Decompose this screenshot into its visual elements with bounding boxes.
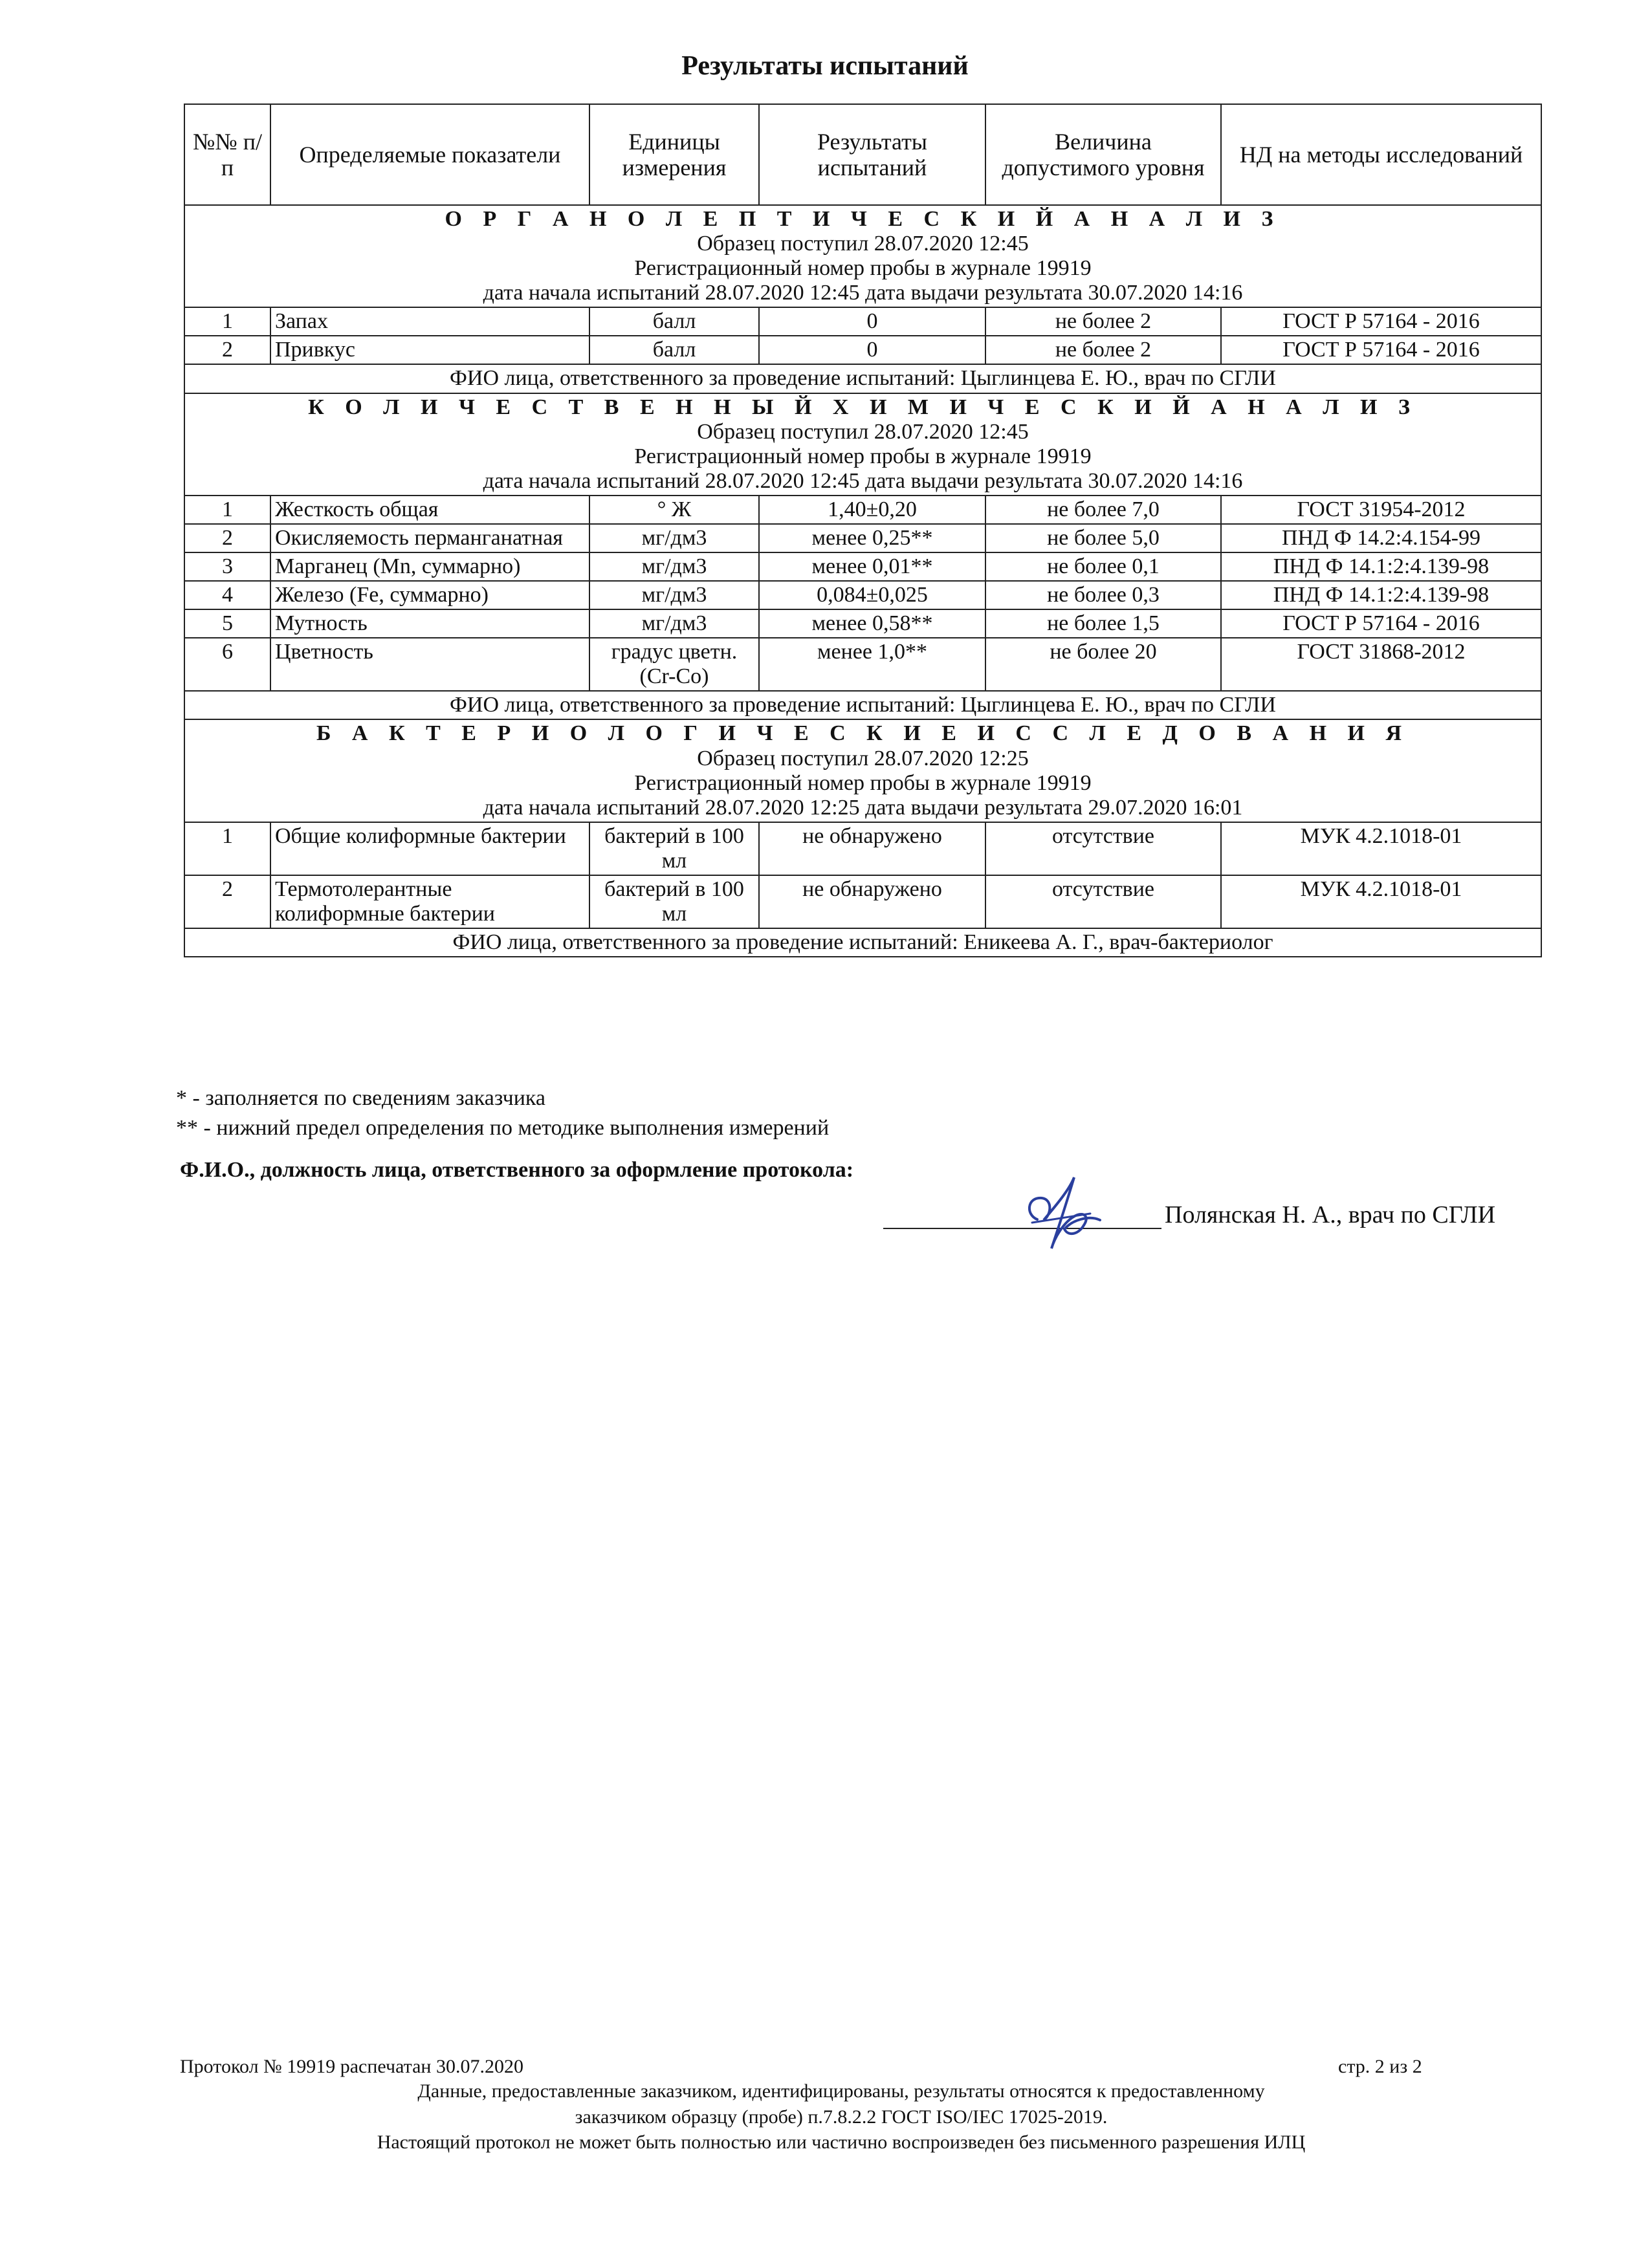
page-number: стр. 2 из 2 [1338, 2056, 1422, 2077]
indicator-name: Железо (Fe, суммарно) [270, 581, 589, 609]
disclaimer-line: Данные, предоставленные заказчиком, идентифицированы, результаты относятся к предоставленному [417, 2080, 1265, 2102]
permissible-level: не более 2 [985, 336, 1221, 364]
result: 0 [759, 336, 985, 364]
result: менее 1,0** [759, 638, 985, 691]
results-table [184, 104, 1542, 957]
unit: градус цветн.(Cr-Co) [589, 638, 759, 691]
permissible-level: не более 1,5 [985, 609, 1221, 638]
permissible-level: не более 2 [985, 307, 1221, 336]
permissible-level: не более 0,1 [985, 552, 1221, 581]
registration-number: Регистрационный номер пробы в журнале 19919 [634, 256, 1092, 281]
row-number: 3 [184, 552, 270, 581]
table-row [184, 822, 1541, 875]
permissible-level: не более 5,0 [985, 524, 1221, 552]
section-header-organoleptic [184, 205, 1541, 307]
method-doc: МУК 4.2.1018-01 [1221, 875, 1541, 928]
header-cell: Единицы измерения [589, 104, 759, 205]
responsible-row [184, 928, 1541, 957]
responsible-person: ФИО лица, ответственного за проведение испытаний: Цыглинцева Е. Ю., врач по СГЛИ [184, 691, 1541, 719]
row-number: 2 [184, 524, 270, 552]
registration-number: Регистрационный номер пробы в журнале 19919 [634, 770, 1092, 795]
table-row [184, 524, 1541, 552]
row-number: 1 [184, 496, 270, 524]
header-cell: Величина допустимого уровня [985, 104, 1221, 205]
result: не обнаружено [759, 822, 985, 875]
row-number: 2 [184, 336, 270, 364]
responsible-row [184, 364, 1541, 393]
protocol-responsible-label: Ф.И.О., должность лица, ответственного за оформление протокола: [180, 1158, 854, 1182]
table-row [184, 875, 1541, 928]
row-number: 1 [184, 307, 270, 336]
indicator-name: Общие колиформные бактерии [270, 822, 589, 875]
footnote-star: * - заполняется по сведениям заказчика [176, 1086, 546, 1110]
section-title: К О Л И Ч Е С Т В Е Н Н Ы Й Х И М И Ч Е С К И Й А Н А Л И З [308, 395, 1418, 419]
sample-received: Образец поступил 28.07.2020 12:45 [697, 419, 1029, 444]
section-title: Б А К Т Е Р И О Л О Г И Ч Е С К И Е И С С Л Е Д О В А Н И Я [316, 721, 1410, 746]
row-number: 5 [184, 609, 270, 638]
result: менее 0,58** [759, 609, 985, 638]
result: не обнаружено [759, 875, 985, 928]
result: менее 0,01** [759, 552, 985, 581]
permissible-level: отсутствие [985, 822, 1221, 875]
table-row [184, 581, 1541, 609]
disclaimer [298, 2078, 1385, 2155]
unit: мг/дм3 [589, 609, 759, 638]
test-dates: дата начала испытаний 28.07.2020 12:45 дата выдачи результата 30.07.2020 14:16 [483, 468, 1243, 493]
table-row [184, 336, 1541, 364]
header-cell: Определяемые показатели [270, 104, 589, 205]
responsible-person: ФИО лица, ответственного за проведение испытаний: Еникеева А. Г., врач-бактериолог [184, 928, 1541, 957]
row-number: 6 [184, 638, 270, 691]
result: 1,40±0,20 [759, 496, 985, 524]
header-cell: №№ п/п [184, 104, 270, 205]
disclaimer-line: Настоящий протокол не может быть полностью или частично воспроизведен без письменного разрешения ИЛЦ [377, 2132, 1306, 2154]
indicator-name: Привкус [270, 336, 589, 364]
table-row [184, 307, 1541, 336]
signer-name: Полянская Н. А., врач по СГЛИ [1165, 1201, 1496, 1228]
page-title: Результаты испытаний [681, 51, 969, 81]
result: 0 [759, 307, 985, 336]
test-dates: дата начала испытаний 28.07.2020 12:45 дата выдачи результата 30.07.2020 14:16 [483, 281, 1243, 305]
unit: балл [589, 307, 759, 336]
section-title: О Р Г А Н О Л Е П Т И Ч Е С К И Й А Н А Л И З [445, 207, 1281, 231]
header-cell: Результаты испытаний [759, 104, 985, 205]
indicator-name: Запах [270, 307, 589, 336]
table-header-row [184, 104, 1541, 205]
signature-mark [1013, 1158, 1110, 1268]
indicator-name: Жесткость общая [270, 496, 589, 524]
responsible-row [184, 691, 1541, 719]
test-dates: дата начала испытаний 28.07.2020 12:25 дата выдачи результата 29.07.2020 16:01 [483, 795, 1243, 820]
footnotes [176, 1084, 829, 1143]
indicator-name: Цветность [270, 638, 589, 691]
permissible-level: не более 0,3 [985, 581, 1221, 609]
method-doc: МУК 4.2.1018-01 [1221, 822, 1541, 875]
indicator-name: Окисляемость перманганатная [270, 524, 589, 552]
sample-received: Образец поступил 28.07.2020 12:45 [697, 232, 1029, 256]
protocol-printed-line: Протокол № 19919 распечатан 30.07.2020 [180, 2056, 523, 2077]
method-doc: ПНД Ф 14.1:2:4.139-98 [1221, 552, 1541, 581]
table-row [184, 552, 1541, 581]
header-cell: НД на методы исследований [1221, 104, 1541, 205]
responsible-person: ФИО лица, ответственного за проведение испытаний: Цыглинцева Е. Ю., врач по СГЛИ [184, 364, 1541, 393]
result: 0,084±0,025 [759, 581, 985, 609]
method-doc: ГОСТ 31868-2012 [1221, 638, 1541, 691]
result: менее 0,25** [759, 524, 985, 552]
method-doc: ГОСТ Р 57164 - 2016 [1221, 336, 1541, 364]
method-doc: ГОСТ Р 57164 - 2016 [1221, 609, 1541, 638]
unit: бактерий в 100 мл [589, 875, 759, 928]
row-number: 1 [184, 822, 270, 875]
permissible-level: не более 7,0 [985, 496, 1221, 524]
row-number: 4 [184, 581, 270, 609]
method-doc: ПНД Ф 14.1:2:4.139-98 [1221, 581, 1541, 609]
unit: мг/дм3 [589, 581, 759, 609]
unit: бактерий в 100 мл [589, 822, 759, 875]
section-header-chemical [184, 393, 1541, 496]
disclaimer-line: заказчиком образцу (пробе) п.7.8.2.2 ГОСТ ISO/IEC 17025-2019. [575, 2106, 1108, 2128]
permissible-level: не более 20 [985, 638, 1221, 691]
method-doc: ГОСТ 31954-2012 [1221, 496, 1541, 524]
footnote-double-star: ** - нижний предел определения по методике выполнения измерений [176, 1115, 830, 1140]
section-header-bacteriological [184, 719, 1541, 822]
unit: ° Ж [589, 496, 759, 524]
unit: балл [589, 336, 759, 364]
unit: мг/дм3 [589, 552, 759, 581]
indicator-name: Мутность [270, 609, 589, 638]
indicator-name: Термотолерантные колиформные бактерии [270, 875, 589, 928]
row-number: 2 [184, 875, 270, 928]
method-doc: ПНД Ф 14.2:4.154-99 [1221, 524, 1541, 552]
sample-received: Образец поступил 28.07.2020 12:25 [697, 746, 1029, 770]
table-row [184, 609, 1541, 638]
table-row [184, 638, 1541, 691]
method-doc: ГОСТ Р 57164 - 2016 [1221, 307, 1541, 336]
unit: мг/дм3 [589, 524, 759, 552]
table-row [184, 496, 1541, 524]
permissible-level: отсутствие [985, 875, 1221, 928]
registration-number: Регистрационный номер пробы в журнале 19919 [634, 444, 1092, 468]
indicator-name: Марганец (Mn, суммарно) [270, 552, 589, 581]
